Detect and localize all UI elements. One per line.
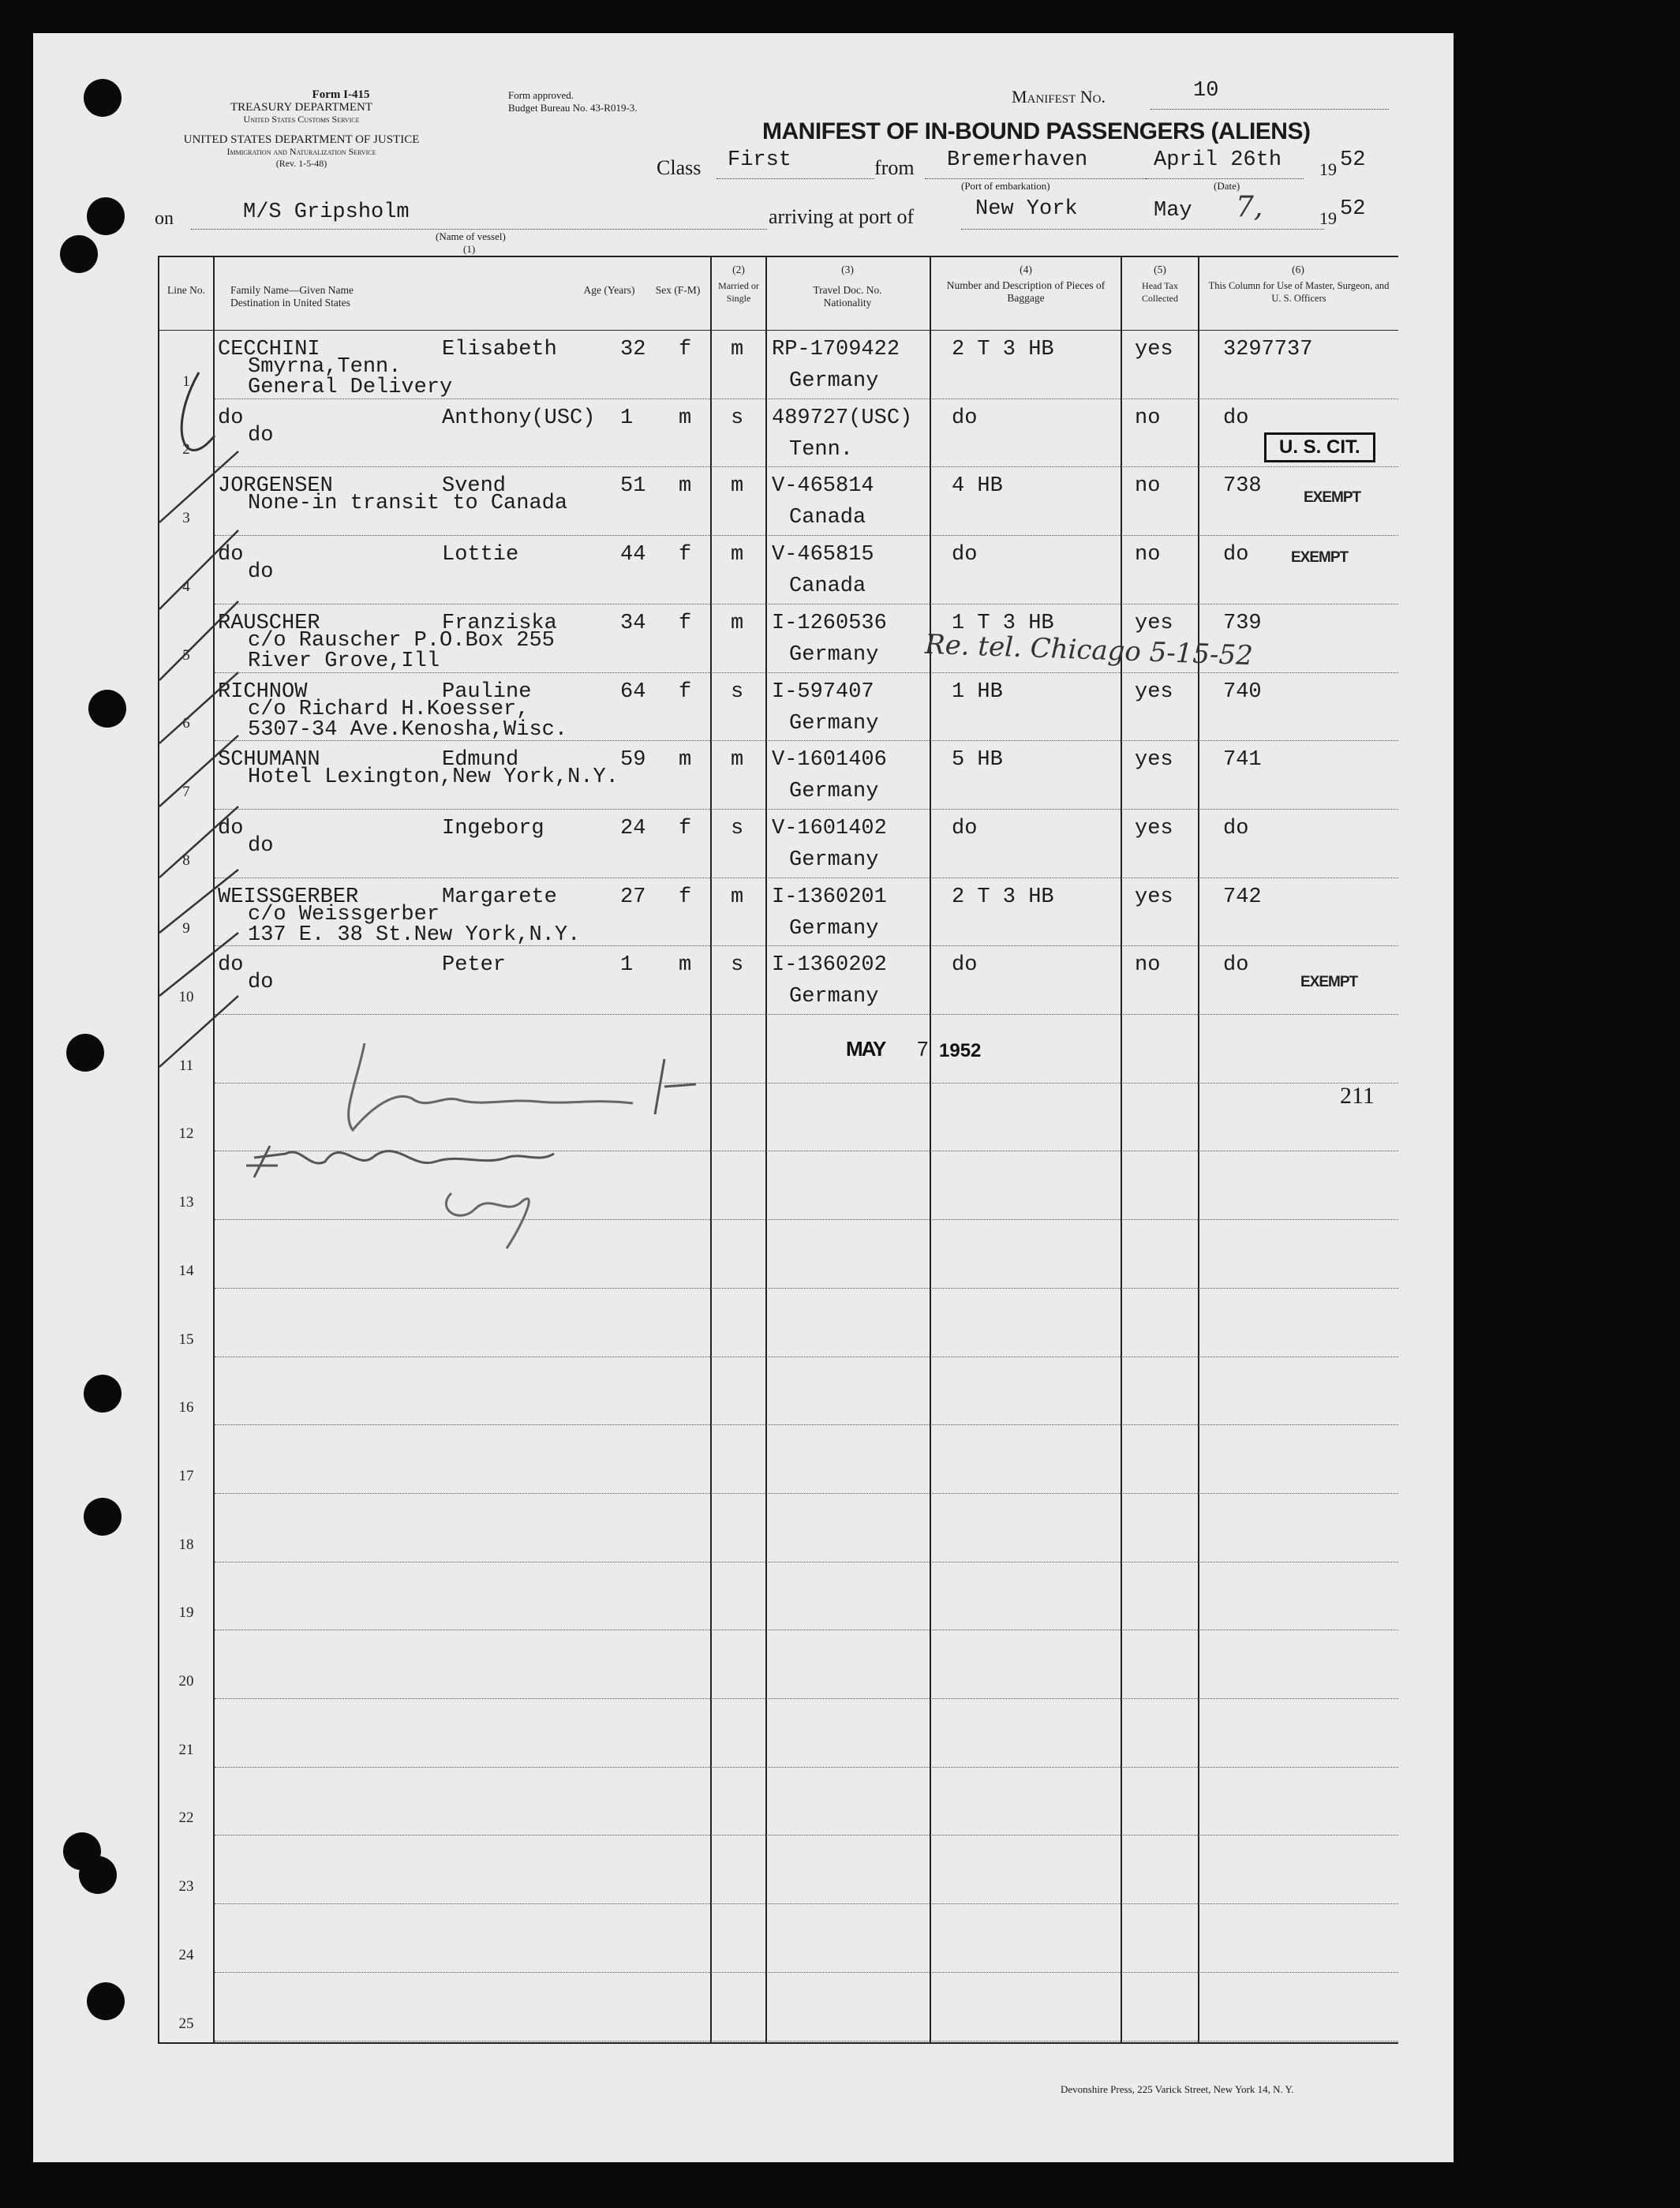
cell-dest2: 137 E. 38 St.New York,N.Y. [248,922,581,947]
cell-age: 34 [620,611,646,635]
line-number: 1 [182,372,190,390]
row-divider [215,1288,1398,1289]
cell-off: 3297737 [1223,338,1313,361]
col-officers: This Column for Use of Master, Surgeon, and U. S. Officers [1208,280,1390,304]
col-married: Married or Single [718,280,759,304]
cell-bag: do [952,543,978,567]
cell-doc: V-1601402 [772,816,887,840]
punch-hole [79,1856,117,1894]
class-label: Class [657,156,702,179]
line-number: 7 [182,783,190,800]
punch-hole [84,1375,122,1413]
cell-age: 24 [620,816,646,840]
row-divider [215,535,1398,536]
cell-tax: no [1135,474,1161,499]
row-divider [215,1972,1398,1973]
cell-given: Margarete [442,885,557,909]
cell-dest1: c/o Weissgerber [248,902,440,926]
manifest-sheet [33,33,1454,2162]
col-line-no: Line No. [167,284,205,296]
cell-tax: no [1135,543,1161,567]
year-embark: 52 [1340,148,1366,172]
cell-bag: 1 T 3 HB [952,611,1054,635]
form-approved: Form approved. [508,89,574,101]
punch-hole [84,79,122,117]
handwritten-annotation: Re. tel. Chicago 5-15-52 [924,628,1254,672]
cell-ms: m [731,611,744,635]
cell-off: 740 [1223,679,1262,704]
cell-nat: Germany [789,711,879,735]
budget-bureau: Budget Bureau No. 43-R019-3. [508,102,638,114]
cell-bag: do [952,406,978,430]
manifest-title: MANIFEST OF IN-BOUND PASSENGERS (ALIENS) [762,118,1311,144]
cell-sex: m [679,748,692,773]
cell-given: Lottie [442,543,519,567]
treasury-dept: TREASURY DEPARTMENT [230,101,373,114]
cell-given: Pauline [442,679,532,704]
cell-tax: no [1135,406,1161,430]
vessel-name: M/S Gripsholm [243,200,410,224]
cell-age: 51 [620,474,646,499]
cell-ms: s [731,679,744,704]
cell-tax: yes [1135,679,1173,704]
col-num-2: (2) [732,264,745,275]
cell-family: do [218,816,244,840]
date-stamp-day: 7 [917,1037,929,1061]
cell-age: 1 [620,953,634,978]
cell-sex: f [679,338,692,361]
col-destination: Destination in United States [230,297,350,309]
ins-service: Immigration and Naturalization Service [226,146,376,157]
cell-ms: m [731,885,744,909]
line-number: 22 [178,1809,194,1827]
cell-ms: m [731,748,744,773]
cell-given: Elisabeth [442,338,557,361]
cell-doc: RP-1709422 [772,338,900,361]
punch-hole [88,690,126,728]
cell-given: Edmund [442,748,519,773]
cell-sex: f [679,679,692,704]
cell-sex: f [679,543,692,567]
cell-nat: Germany [789,916,879,941]
cell-ms: s [731,406,744,430]
line-number: 4 [182,578,190,595]
cell-dest2: General Delivery [248,376,453,399]
row-divider [215,1424,1398,1425]
cell-age: 1 [620,406,634,430]
cell-bag: 2 T 3 HB [952,338,1054,361]
cell-age: 64 [620,679,646,704]
row-divider [215,1767,1398,1768]
count-stamp: 211 [1340,1083,1375,1109]
line-number: 8 [182,851,190,869]
cell-dest1: do [248,560,274,585]
cell-nat: Germany [789,985,879,1009]
port-caption: (Port of embarkation) [961,180,1050,192]
cell-doc: I-1360201 [772,885,887,909]
col-num-5: (5) [1154,264,1166,275]
date-caption: (Date) [1214,180,1240,192]
cell-bag: 5 HB [952,748,1003,773]
row-divider [215,1835,1398,1836]
cell-age: 44 [620,543,646,567]
line-number: 9 [182,920,190,937]
line-number: 12 [178,1125,194,1143]
col-age: Age (Years) [583,284,635,296]
cell-age: 27 [620,885,646,909]
official-signature [223,1012,759,1264]
col-sex: Sex (F-M) [655,284,701,296]
cell-bag: 4 HB [952,474,1003,499]
punch-hole [87,197,125,235]
cell-given: Peter [442,953,507,978]
arriving-label: arriving at port of [769,205,915,228]
cell-off: do [1223,406,1249,430]
cell-off: do [1223,543,1249,567]
col-num-4: (4) [1020,264,1032,275]
line-number: 13 [178,1194,194,1211]
line-number: 21 [178,1741,194,1758]
cell-given: Franziska [442,611,557,635]
row-divider [215,1493,1398,1494]
cell-off: do [1223,816,1249,840]
manifest-no-label: Manifest No. [1012,87,1106,107]
cell-tax: yes [1135,611,1173,635]
col-travel-doc: Travel Doc. No. [813,284,882,296]
cell-doc: 489727(USC) [772,406,913,430]
cell-dest1: None-in transit to Canada [248,492,568,516]
cell-bag: do [952,953,978,978]
line-number: 25 [178,2015,194,2032]
cell-family: WEISSGERBER [218,885,359,909]
cell-ms: s [731,816,744,840]
justice-dept: UNITED STATES DEPARTMENT OF JUSTICE [183,133,420,146]
line-number: 20 [178,1673,194,1690]
cell-doc: V-465814 [772,474,874,499]
cell-ms: s [731,953,744,978]
year-arrival: 52 [1340,197,1366,221]
cell-ms: m [731,338,744,361]
cell-dest1: c/o Richard H.Koesser, [248,697,529,721]
cell-bag: do [952,816,978,840]
line-number: 18 [178,1536,194,1553]
cell-family: RICHNOW [218,679,308,704]
cell-bag: 1 HB [952,679,1003,704]
cell-age: 59 [620,748,646,773]
cell-nat: Tenn. [789,437,854,462]
line-number: 14 [178,1262,194,1279]
cell-family: do [218,953,244,978]
cell-off: do [1223,953,1249,978]
exempt-stamp: EXEMPT [1300,974,1358,990]
col-num-6: (6) [1292,264,1304,275]
us-citizen-stamp: U. S. CIT. [1264,432,1375,462]
punch-hole [87,1982,125,2020]
cell-sex: m [679,953,692,978]
cell-doc: V-1601406 [772,748,887,773]
cell-doc: I-1360202 [772,953,887,978]
cell-nat: Canada [789,574,866,599]
line-number: 17 [178,1467,194,1484]
col-num-3: (3) [841,264,854,275]
cell-sex: m [679,406,692,430]
cell-dest2: 5307-34 Ave.Kenosha,Wisc. [248,717,568,742]
col-nationality: Nationality [823,297,872,309]
cell-ms: m [731,543,744,567]
arrival-day: 7, [1236,191,1263,223]
cell-nat: Germany [789,642,879,667]
exempt-stamp: EXEMPT [1304,489,1361,506]
line-number: 10 [178,989,194,1005]
cell-family: do [218,543,244,567]
exempt-stamp: EXEMPT [1291,549,1349,566]
cell-dest2: River Grove,Ill [248,649,440,673]
date-stamp-month: MAY [846,1037,885,1061]
cell-tax: no [1135,953,1161,978]
cell-nat: Germany [789,848,879,872]
cell-tax: yes [1135,885,1173,909]
cell-dest1: Smyrna,Tenn. [248,355,402,379]
row-divider [215,809,1398,810]
cell-doc: V-465815 [772,543,874,567]
line-number: 15 [178,1330,194,1348]
cell-dest1: c/o Rauscher P.O.Box 255 [248,628,555,653]
revision: (Rev. 1-5-48) [275,158,327,169]
cell-bag: 2 T 3 HB [952,885,1054,909]
cell-given: Svend [442,474,507,499]
cell-age: 32 [620,338,646,361]
cell-nat: Canada [789,506,866,530]
cell-given: Ingeborg [442,816,544,840]
cell-sex: f [679,611,692,635]
cell-nat: Germany [789,780,879,804]
line-number: 6 [182,715,190,732]
port-embarkation: Bremerhaven [947,148,1088,172]
cell-dest1: Hotel Lexington,New York,N.Y. [248,765,619,790]
customs-service: United States Customs Service [243,114,360,125]
cell-ms: m [731,474,744,499]
year-prefix-2: 19 [1319,208,1337,228]
cell-family: CECCHINI [218,338,320,361]
row-divider [215,1698,1398,1699]
cell-nat: Germany [789,369,879,393]
cell-sex: m [679,474,692,499]
cell-family: do [218,406,244,430]
date-stamp-year: 1952 [939,1040,982,1061]
vessel-caption: (Name of vessel) [436,230,506,242]
row-divider [215,466,1398,467]
vessel-col-num: (1) [463,243,476,255]
line-number: 24 [178,1946,194,1963]
cell-family: JORGENSEN [218,474,333,499]
punch-hole [66,1034,104,1072]
cell-doc: I-597407 [772,679,874,704]
from-label: from [874,156,915,179]
form-number: Form I-415 [312,88,370,101]
col-name: Family Name—Given Name [230,284,354,296]
year-prefix: 19 [1319,159,1337,179]
cell-sex: f [679,816,692,840]
line-number: 3 [182,510,190,527]
manifest-no-value: 10 [1193,79,1219,103]
arrival-port: New York [975,197,1078,221]
cell-family: SCHUMANN [218,748,320,773]
row-divider [215,1903,1398,1904]
cell-sex: f [679,885,692,909]
check-marks [152,365,246,1075]
date-embarkation: April 26th [1154,148,1282,172]
col-baggage: Number and Description of Pieces of Baggage [946,279,1106,304]
line-number: 23 [178,1878,194,1896]
cell-off: 741 [1223,748,1262,773]
cell-dest1: do [248,423,274,447]
cell-tax: yes [1135,338,1173,361]
cell-given: Anthony(USC) [442,406,596,430]
line-number: 11 [178,1057,194,1074]
col-head-tax: Head Tax Collected [1142,280,1178,304]
cell-off: 738 [1223,474,1262,499]
cell-off: 742 [1223,885,1262,909]
on-label: on [155,208,174,229]
arrival-month: May [1154,199,1192,223]
line-number: 16 [178,1399,194,1416]
cell-tax: yes [1135,816,1173,840]
cell-family: RAUSCHER [218,611,320,635]
punch-hole [60,235,98,273]
cell-dest1: do [248,833,274,858]
printer-credit: Devonshire Press, 225 Varick Street, New York 14, N. Y. [1061,2083,1294,2095]
cell-tax: yes [1135,748,1173,773]
line-number: 5 [182,646,190,664]
punch-hole [84,1498,122,1536]
class-value: First [728,148,792,172]
cell-off: 739 [1223,611,1262,635]
line-number: 19 [178,1604,194,1622]
line-number: 2 [182,441,190,458]
cell-doc: I-1260536 [772,611,887,635]
cell-dest1: do [248,971,274,995]
